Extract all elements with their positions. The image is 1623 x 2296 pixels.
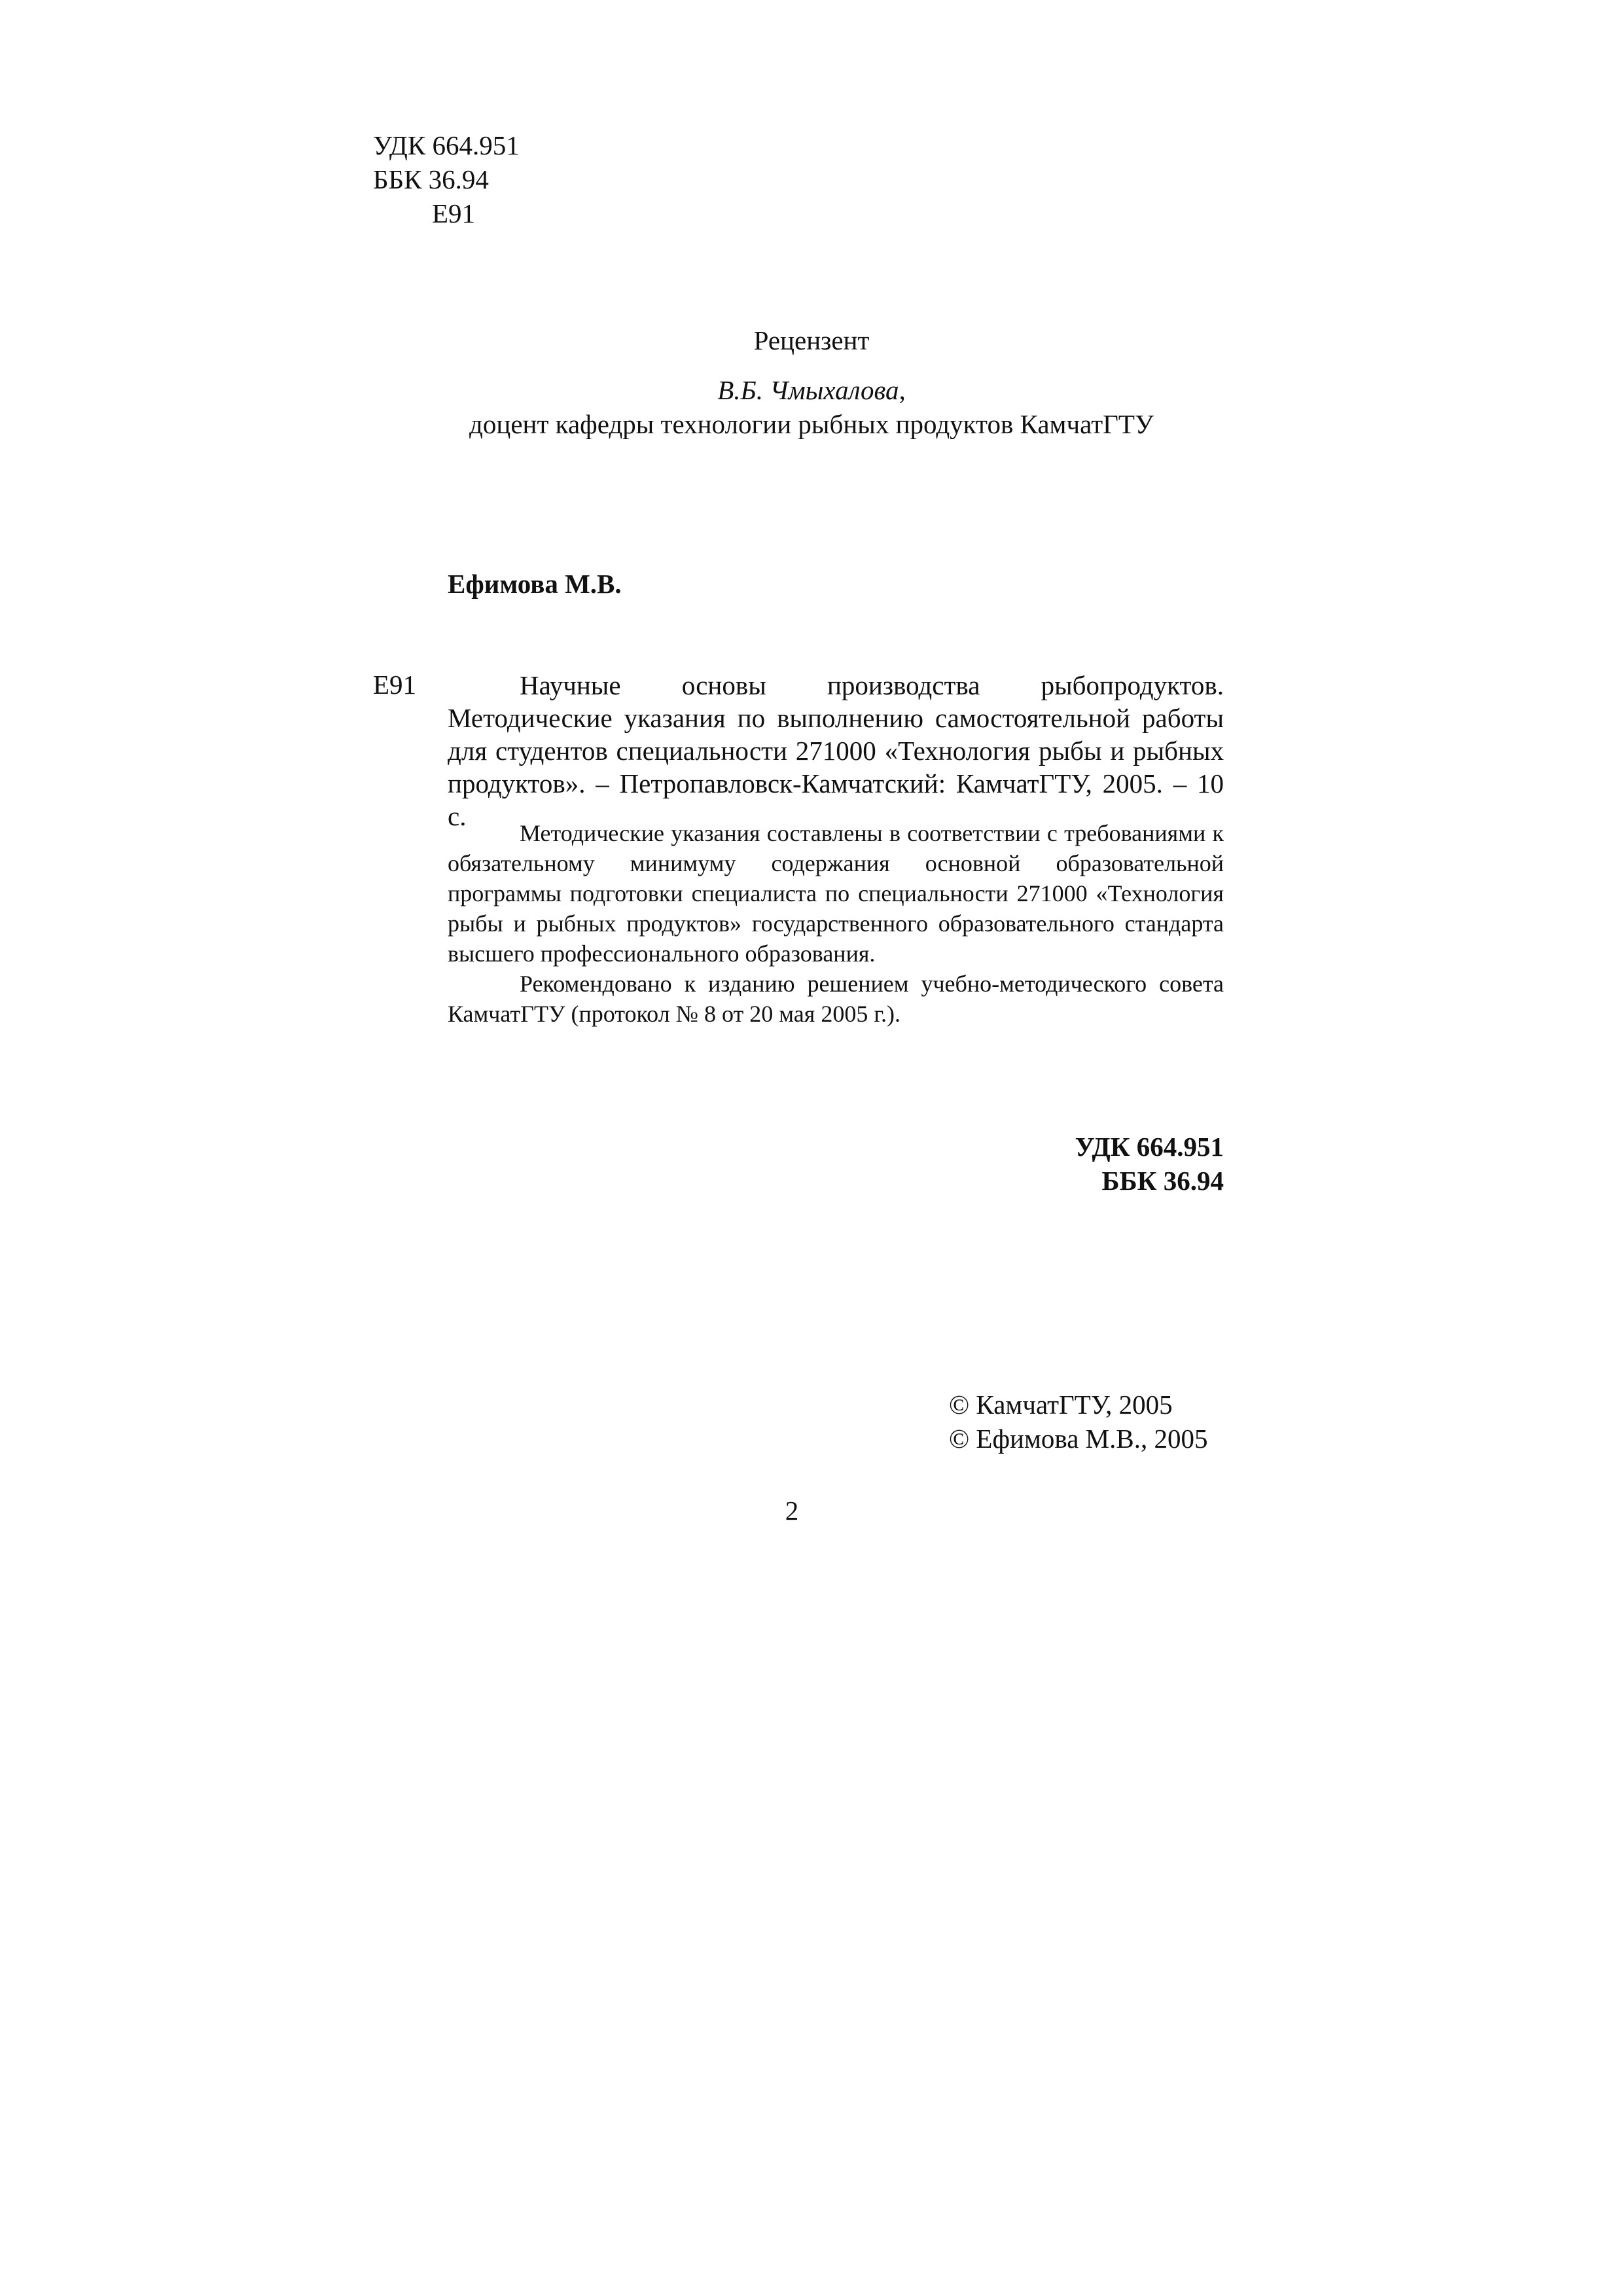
bibliography-code: Е91 [373,670,417,700]
bibliographic-description: Научные основы производства рыбопродуктов. Методические указания по выполнению самостоятельной работы для студентов специальности 271000 «Технология рыбы и рыбных продуктов». – Петропавловск-Камчатский: КамчатГТУ, 2005. – 10 с. [448,670,1224,831]
author-name: Ефимова М.В. [448,569,622,599]
bbk-index-bottom: ББК 36.94 [1101,1166,1224,1196]
bbk-index: ББК 36.94 [373,164,489,194]
annotation-paragraph: Методические указания составлены в соответствии с требованиями к обязательному минимуму содержания основной образовательной программы подготовки специалиста по специальности 271000 «Технология рыбы и рыбных продуктов» государственного образовательного стандарта высшего профессионального образования. [448,820,1224,967]
annotation-paragraph: Рекомендовано к изданию решением учебно-методического совета КамчатГТУ (протокол № 8 от 20 мая 2005 г.). [448,971,1224,1027]
reviewer-name: В.Б. Чмыхалова, [717,375,906,405]
udk-index-bottom: УДК 664.951 [1075,1132,1224,1162]
reviewer-heading: Рецензент [753,325,870,355]
page-number: 2 [785,1496,799,1526]
udk-index: УДК 664.951 [373,130,520,160]
annotation [448,818,1224,1029]
author-mark: Е91 [432,198,476,228]
reviewer-position: доцент кафедры технологии рыбных продуктов КамчатГТУ [469,409,1154,439]
copyright-line: © Ефимова М.В., 2005 [949,1424,1208,1454]
copyright-line: © КамчатГТУ, 2005 [949,1390,1173,1420]
